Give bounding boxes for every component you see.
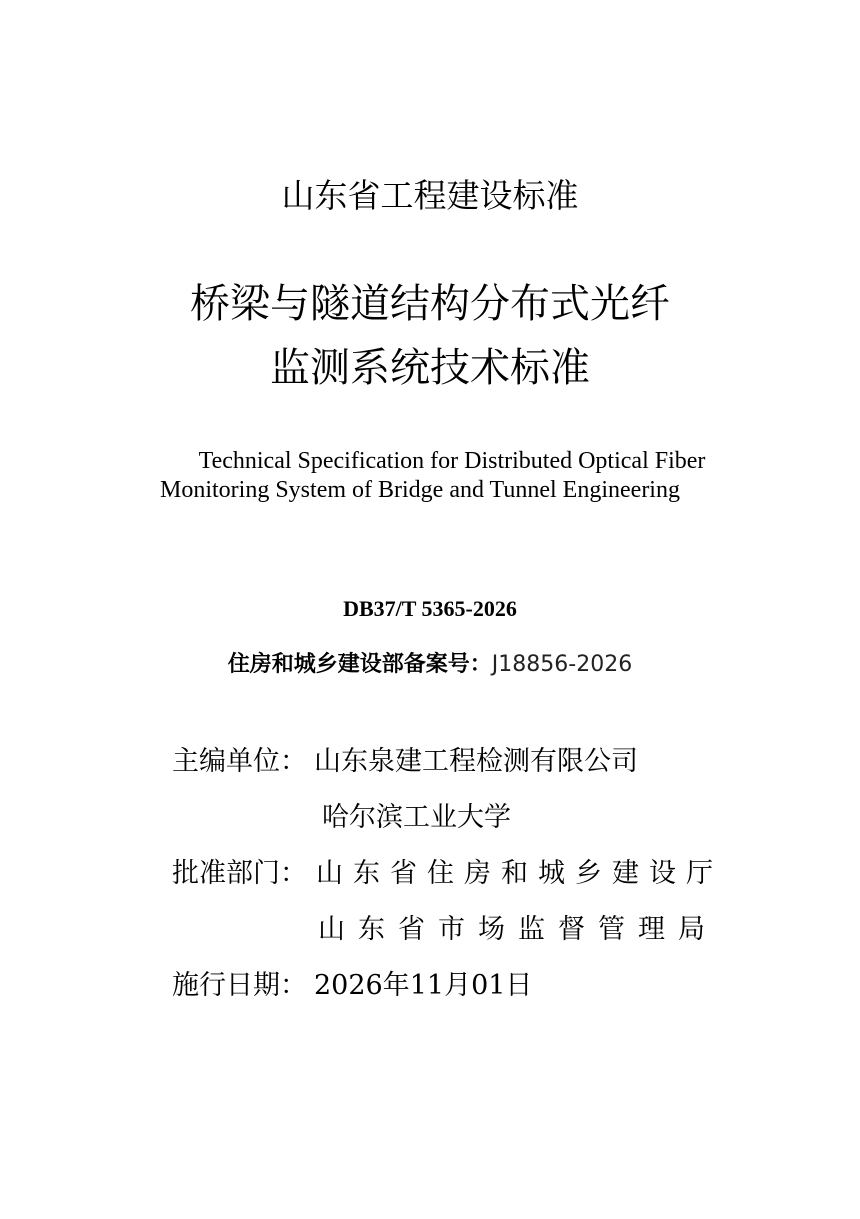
approver-department-1: 山东省住房和城乡建设厅 [316,858,723,889]
standard-number: DB37/T 5365-2026 [343,596,517,621]
editor-unit-2: 哈尔滨工业大学 [322,802,511,833]
english-title-line-1: Technical Specification for Distributed Optical Fiber [198,448,706,474]
approver-label: 批准部门： [172,858,307,889]
standard-category: 山东省工程建设标准 [281,176,579,215]
effective-date-value: 2026年11月01日 [314,970,533,1001]
record-number-value: J18856-2026 [491,652,633,677]
editor-unit-1: 山东泉建工程检测有限公司 [314,746,638,777]
approver-department-2: 山东省市场监督管理局 [318,914,718,945]
record-number-label: 住房和城乡建设部备案号： [227,652,492,677]
record-number-row [0,648,860,683]
effective-date-label: 施行日期： [172,970,307,1001]
editor-label: 主编单位： [172,746,307,777]
document-title-line-1: 桥梁与隧道结构分布式光纤 [190,281,670,327]
document-title-line-2: 监测系统技术标准 [270,345,590,391]
english-title-line-2: Monitoring System of Bridge and Tunnel Engineering [160,477,680,503]
